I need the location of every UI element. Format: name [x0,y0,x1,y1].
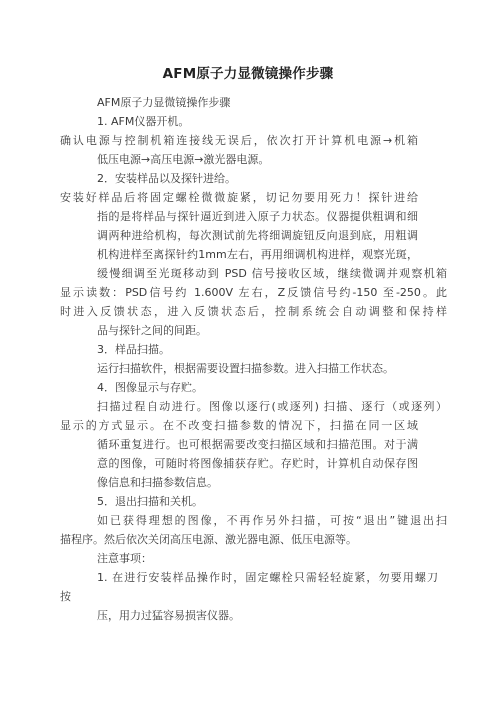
paragraph-line: 品与探针之间的间距。 [97,324,207,337]
paragraph-line: 缓慢细调至光斑移动到 PSD 信号接收区域，继续微调并观察机箱 [97,267,447,280]
paragraph-line: 安装好样品后将固定螺栓微微旋紧，切记勿要用死力！探针进给 [60,191,418,204]
step-1-heading: 1. AFM仪器开机。 [97,115,190,128]
paragraph-line: 机构进样至离探针约1mm左右，再用细调机构进样，观察光斑， [97,248,418,261]
note-1-line: 压，用力过猛容易损害仪器。 [97,609,240,622]
note-1-line: 按 [60,590,71,603]
paragraph-line: 显示的方式显示。在不改变扫描参数的情况下，扫描在同一区域 [60,419,418,432]
paragraph-line: 显示读数：PSD信号约 1.600V 左右，Z反馈信号约-150 至-250。此 [60,286,447,299]
paragraph-line: 循环重复进行。也可根据需要改变扫描区域和扫描范围。对于满 [97,438,418,451]
step-5-heading: 5．退出扫描和关机。 [97,495,203,508]
paragraph-line: 如已获得理想的图像，不再作另外扫描，可按“退出”键退出扫 [97,514,447,527]
paragraph-line: 指的是将样品与探针逼近到进入原子力状态。仪器提供粗调和细 [97,210,418,223]
paragraph-line: 扫描过程自动进行。图像以逐行(或逐列) 扫描、逐行（或逐列） [97,400,447,413]
notes-heading: 注意事项： [97,552,152,565]
step-2-heading: 2．安装样品以及探针进给。 [97,172,236,185]
note-1-line: 1. 在进行安装样品操作时，固定螺栓只需轻轻旋紧，勿要用螺刀 [97,571,438,584]
document-title: AFM原子力显微镜操作步骤 [162,66,334,82]
paragraph-line: 像信息和扫描参数信息。 [97,476,218,489]
paragraph-line: 时进入反馈状态，进入反馈状态后，控制系统会自动调整和保持样 [60,305,447,318]
paragraph-line: 意的图像，可随时将图像捕获存贮。存贮时，计算机自动保存图 [97,457,418,470]
step-4-heading: 4．图像显示与存贮。 [97,381,203,394]
paragraph-line: 描程序。然后依次关闭高压电源、激光器电源、低压电源等。 [60,533,357,546]
paragraph-line: 确认电源与控制机箱连接线无误后，依次打开计算机电源→机箱 [60,134,418,147]
paragraph-line: 调两种进给机构，每次测试前先将细调旋钮反向退到底，用粗调 [97,229,418,242]
intro-heading: AFM原子力显微镜操作步骤 [97,96,231,109]
paragraph-line: 运行扫描软件，根据需要设置扫描参数。进入扫描工作状态。 [97,362,394,375]
paragraph-line: 低压电源→高压电源→激光器电源。 [97,153,270,166]
step-3-heading: 3．样品扫描。 [97,343,170,356]
